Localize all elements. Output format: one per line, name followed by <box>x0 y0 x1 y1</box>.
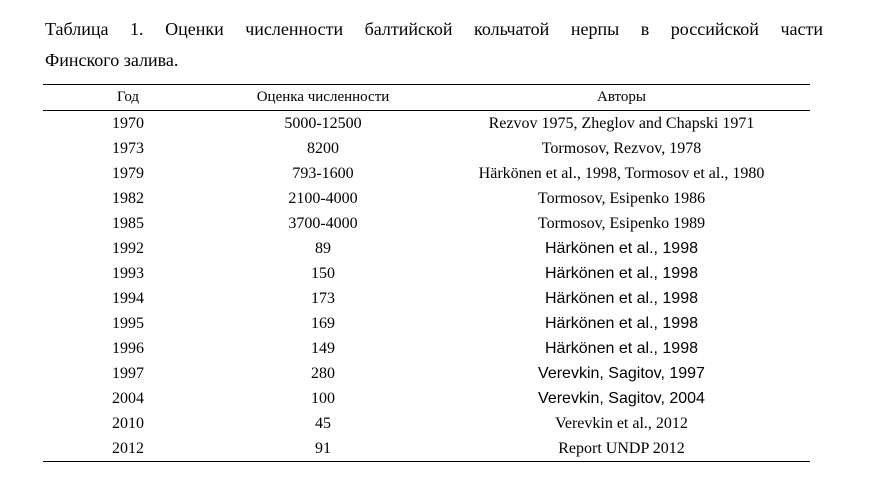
cell-year: 2004 <box>112 389 144 407</box>
table-row <box>43 136 810 161</box>
cell-authors: Härkönen et al., 1998 <box>545 264 698 282</box>
cell-year: 1995 <box>112 314 144 332</box>
cell-estimate: 169 <box>311 314 335 332</box>
cell-authors: Verevkin et al., 2012 <box>555 414 688 432</box>
header-authors: Авторы <box>597 89 646 105</box>
table-row <box>43 186 810 211</box>
cell-estimate: 150 <box>311 264 335 282</box>
cell-year: 1993 <box>112 264 144 282</box>
cell-authors: Verevkin, Sagitov, 2004 <box>538 389 705 407</box>
table-row <box>43 286 810 311</box>
table-row <box>43 111 810 137</box>
table-row <box>43 336 810 361</box>
cell-authors: Report UNDP 2012 <box>558 439 685 457</box>
cell-year: 1973 <box>112 139 144 157</box>
seal-population-table <box>43 84 810 462</box>
cell-estimate: 100 <box>311 389 335 407</box>
table-row <box>43 411 810 436</box>
cell-year: 2010 <box>112 414 144 432</box>
table-body <box>43 111 810 462</box>
cell-authors: Härkönen et al., 1998 <box>545 289 698 307</box>
table-row <box>43 361 810 386</box>
cell-estimate: 89 <box>315 239 331 257</box>
cell-estimate: 91 <box>315 439 331 457</box>
table-row <box>43 386 810 411</box>
table-row <box>43 436 810 462</box>
table-caption <box>45 14 823 76</box>
caption-line-2: Финского залива. <box>45 50 179 70</box>
cell-authors: Härkönen et al., 1998 <box>545 314 698 332</box>
table-header-row <box>43 85 810 111</box>
table-row <box>43 211 810 236</box>
caption-line-1: Таблица 1. Оценки численности балтийской кольчатой нерпы в российской части <box>45 19 823 39</box>
cell-year: 1996 <box>112 339 144 357</box>
cell-estimate: 3700-4000 <box>288 214 358 232</box>
cell-year: 1970 <box>112 114 144 132</box>
table-row <box>43 236 810 261</box>
cell-authors: Tormosov, Esipenko 1989 <box>537 214 706 232</box>
cell-authors: Härkönen et al., 1998, Tormosov et al., 1980 <box>478 164 765 182</box>
cell-authors: Härkönen et al., 1998 <box>545 339 698 357</box>
cell-authors: Härkönen et al., 1998 <box>545 239 698 257</box>
cell-estimate: 280 <box>311 364 335 382</box>
cell-estimate: 793-1600 <box>292 164 354 182</box>
cell-year: 2012 <box>112 439 144 457</box>
cell-year: 1985 <box>112 214 144 232</box>
cell-year: 1992 <box>112 239 144 257</box>
cell-estimate: 173 <box>311 289 335 307</box>
cell-estimate: 149 <box>311 339 335 357</box>
table-row <box>43 311 810 336</box>
table-row <box>43 261 810 286</box>
cell-authors: Tormosov, Esipenko 1986 <box>537 189 706 207</box>
header-estimate: Оценка численности <box>256 89 390 105</box>
cell-year: 1997 <box>112 364 144 382</box>
cell-estimate: 8200 <box>307 139 339 157</box>
cell-year: 1994 <box>112 289 144 307</box>
table-row <box>43 161 810 186</box>
cell-estimate: 45 <box>315 414 331 432</box>
cell-authors: Verevkin, Sagitov, 1997 <box>538 364 705 382</box>
cell-authors: Tormosov, Rezvov, 1978 <box>541 139 702 157</box>
cell-year: 1982 <box>112 189 144 207</box>
cell-year: 1979 <box>112 164 144 182</box>
cell-estimate: 2100-4000 <box>288 189 358 207</box>
cell-authors: Rezvov 1975, Zheglov and Chapski 1971 <box>488 114 755 132</box>
cell-estimate: 5000-12500 <box>284 114 362 132</box>
header-year: Год <box>116 89 140 105</box>
